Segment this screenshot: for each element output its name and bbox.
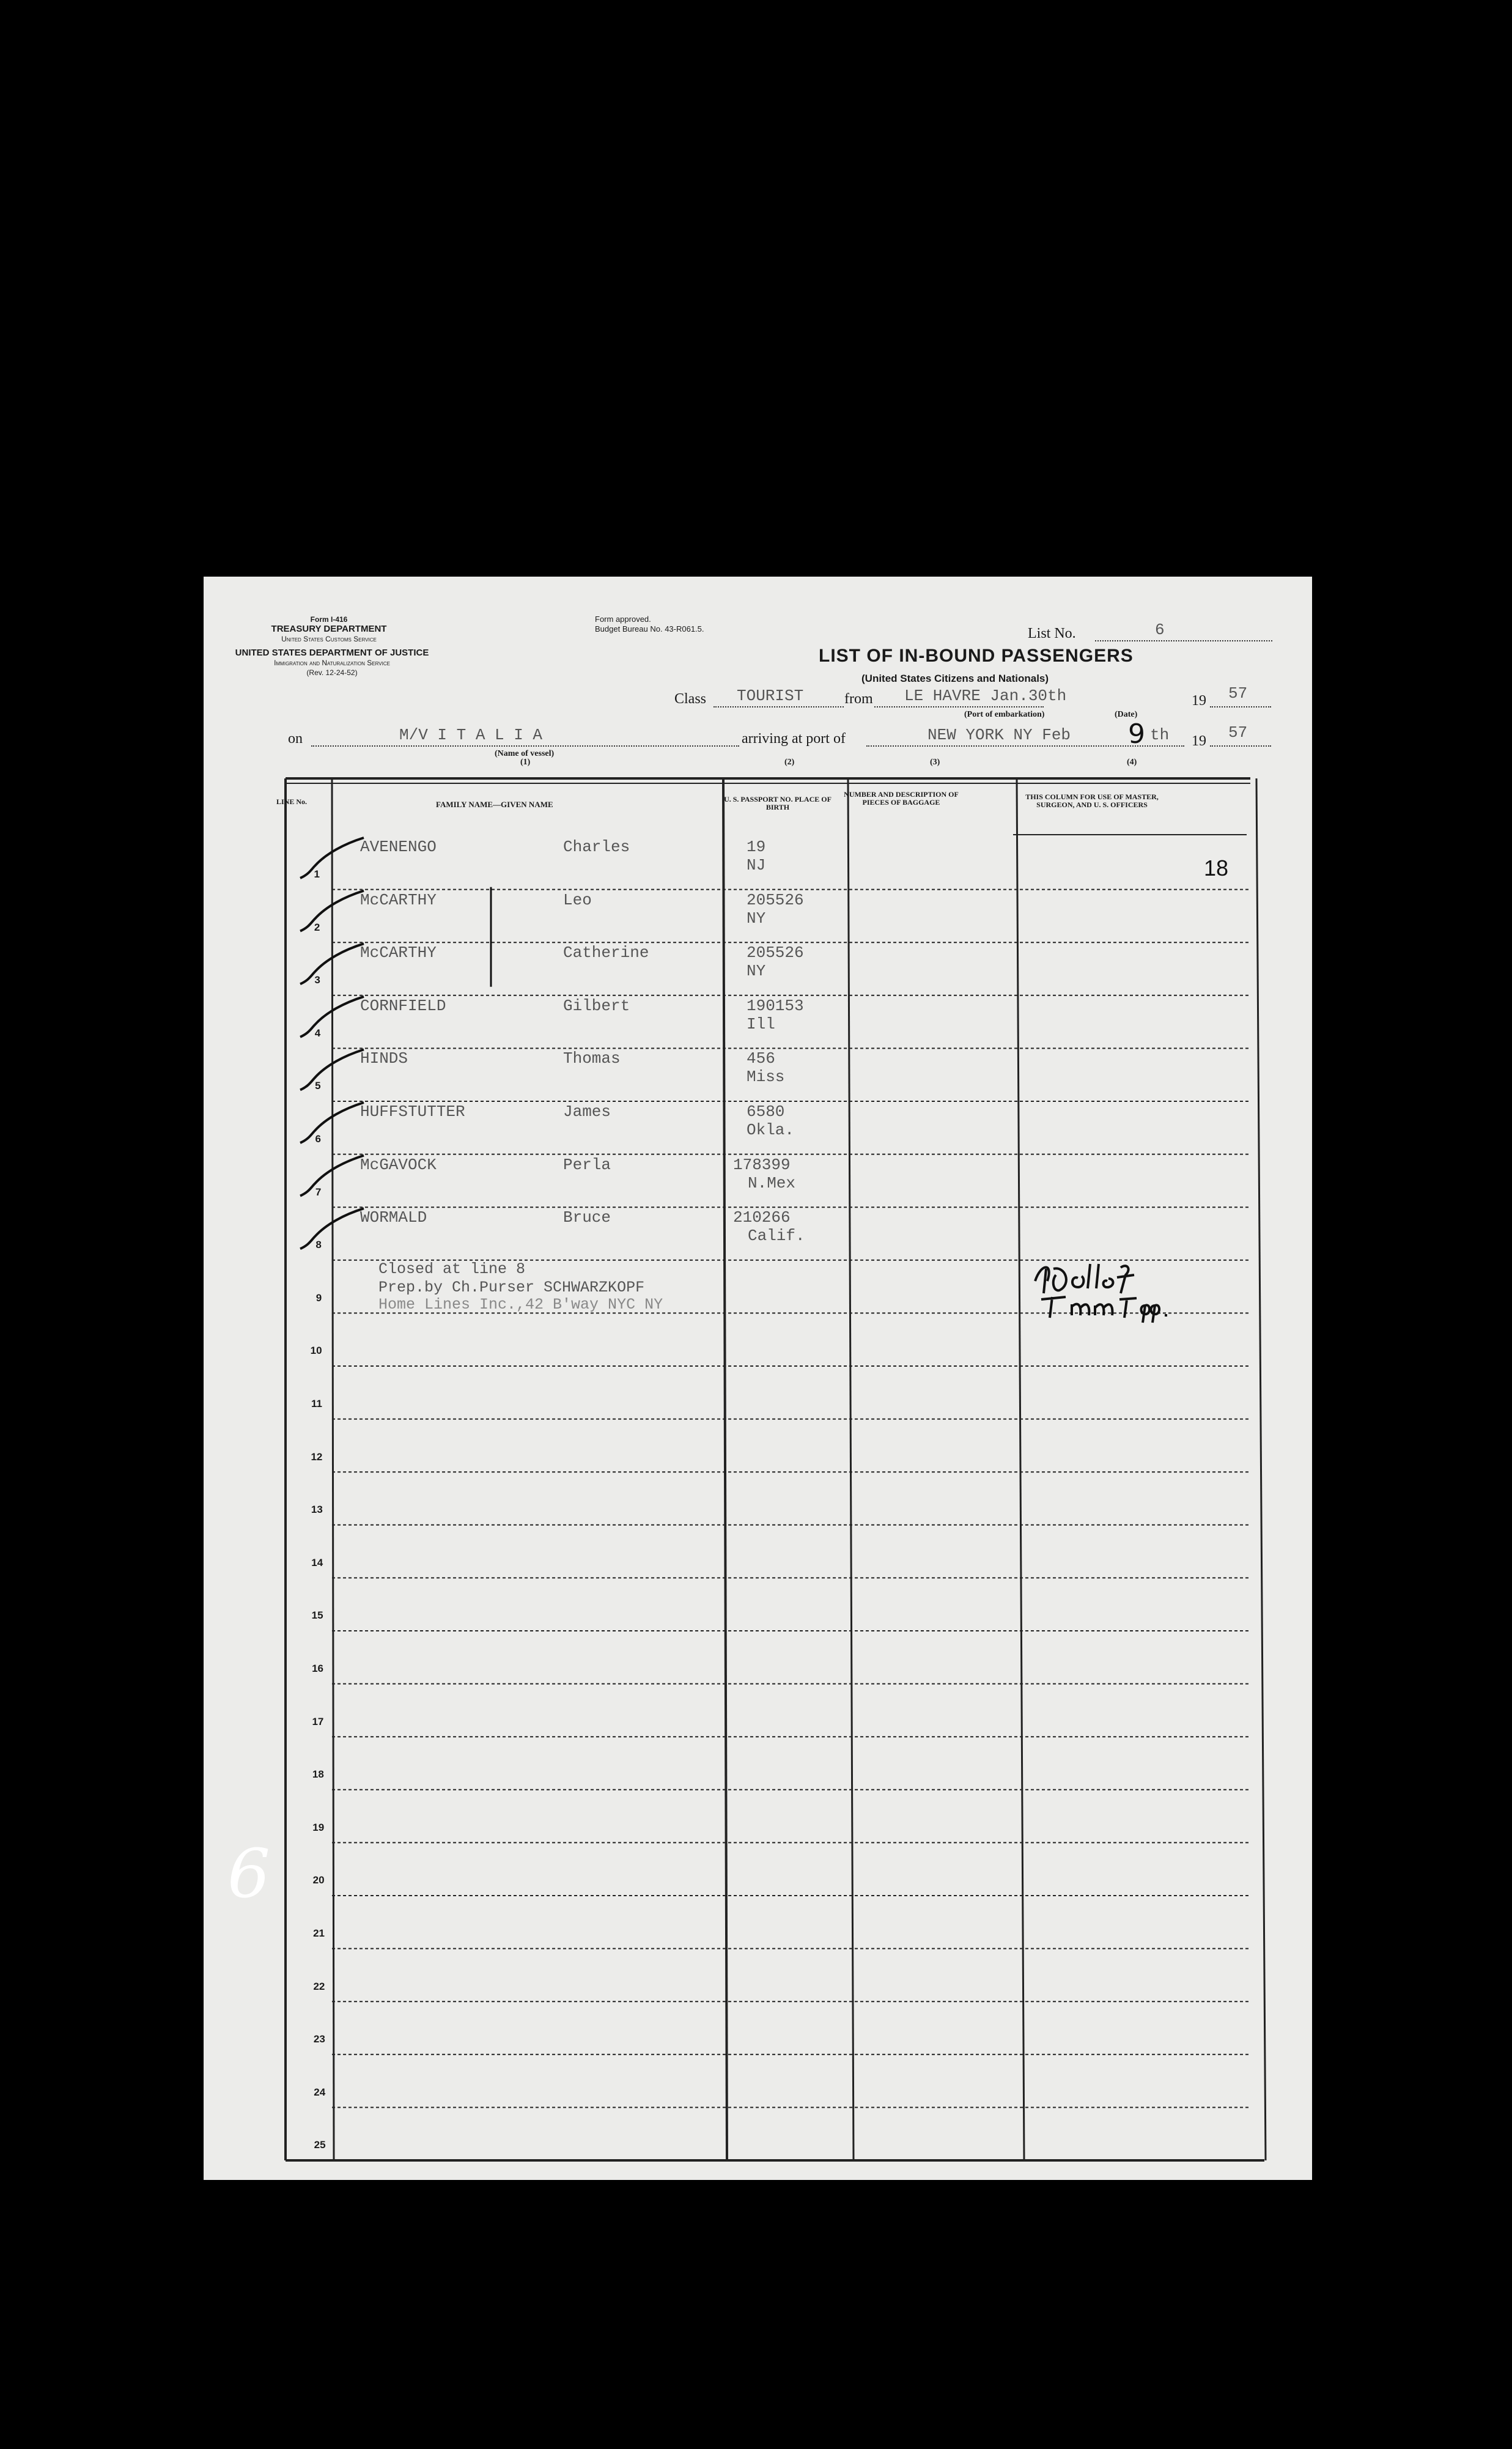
closing-line-3: Home Lines Inc.,42 B'way NYC NY [378,1296,663,1313]
approved-label: Form approved. [595,615,651,624]
place-of-birth: N.Mex [748,1173,796,1192]
treasury-label: TREASURY DEPARTMENT [271,624,387,634]
officer-note: 18 [1204,855,1229,881]
vessel-caption: (Name of vessel) [495,749,555,758]
place-of-birth: NY [747,962,766,981]
passenger-family-name: HINDS [360,1049,408,1068]
line-number: 3 [314,974,320,986]
place-of-birth: Calif. [748,1227,805,1246]
list-no-value: 6 [1155,621,1165,639]
line-number: 15 [311,1609,323,1622]
ins-label: Immigration and Naturalization Service [274,659,390,667]
place-of-birth: NJ [747,856,766,874]
customs-label: United States Customs Service [281,635,377,643]
caption-4: (4) [1127,758,1137,767]
line-number: 14 [311,1556,323,1568]
passenger-family-name: McCARTHY [360,944,437,962]
passenger-given-name: James [563,1103,611,1121]
inspector-signature [1029,1257,1249,1327]
budget-label: Budget Bureau No. 43-R061.5. [595,624,704,633]
justice-label: UNITED STATES DEPARTMENT OF JUSTICE [235,648,429,658]
passport-number: 210266 [733,1208,791,1227]
passenger-given-name: Gilbert [563,996,630,1015]
passenger-family-name: AVENENGO [360,838,437,856]
passport-number: 178399 [733,1155,791,1174]
class-value: TOURIST [737,687,804,705]
place-of-birth: Ill [747,1014,775,1033]
line-number: 19 [312,1821,325,1833]
from-value: LE HAVRE Jan.30th [904,687,1067,705]
table-grid [286,778,1266,2160]
passenger-given-name: Thomas [563,1049,621,1068]
header-name: FAMILY NAME—GIVEN NAME [436,800,553,809]
line-number: 20 [312,1874,325,1886]
passport-number: 190153 [747,996,804,1015]
passenger-given-name: Leo [563,890,592,909]
col-baggage-divider [1017,778,1024,2160]
year-value-1: 57 [1228,684,1248,703]
passenger-family-name: McCARTHY [360,890,437,909]
year-value-2: 57 [1228,723,1248,742]
manifest-table [204,577,1312,2180]
margin-note: 6 [227,1834,270,1913]
caption-3: (3) [930,758,940,767]
from-label: from [844,691,873,707]
line-number: 13 [311,1504,323,1516]
page-subtitle: (United States Citizens and Nationals) [861,673,1049,684]
arrival-value: NEW YORK NY Feb [927,726,1071,744]
arrival-day: 9 [1128,718,1145,750]
passenger-family-name: HUFFSTUTTER [360,1103,465,1121]
line-number: 10 [310,1345,322,1357]
on-label: on [288,731,303,747]
line-number: 21 [313,1927,325,1939]
passport-number: 205526 [747,944,804,962]
place-of-birth: NY [747,909,766,928]
signature-drawing [1029,1257,1249,1324]
passport-number: 6580 [747,1103,785,1121]
line-number: 23 [313,2033,325,2045]
header-passport: U. S. PASSPORT NO. PLACE OF BIRTH [724,795,832,811]
closing-line-2: Prep.by Ch.Purser SCHWARZKOPF [378,1279,645,1296]
year-prefix-2: 19 [1192,733,1206,749]
header-baggage: NUMBER AND DESCRIPTION OF PIECES OF BAGGAGE [844,790,959,807]
passenger-given-name: Perla [563,1155,611,1174]
line-number: 11 [311,1398,322,1409]
passenger-given-name: Bruce [563,1208,611,1227]
line-number: 25 [314,2139,326,2151]
page-title: LIST OF IN-BOUND PASSENGERS [819,646,1134,666]
passenger-given-name: Charles [563,838,630,856]
vessel-value: M/V I T A L I A [399,726,543,744]
passenger-family-name: McGAVOCK [360,1155,437,1174]
arriving-label: arriving at port of [742,731,846,747]
line-number: 8 [315,1239,322,1251]
year-prefix-1: 19 [1192,693,1206,709]
line-number: 18 [312,1768,324,1781]
line-number: 2 [314,921,320,933]
line-number: 16 [312,1663,323,1674]
col-passport-divider [848,778,854,2160]
line-number: 1 [314,868,320,880]
line-number: 22 [313,1980,325,1992]
place-of-birth: Miss [747,1068,785,1087]
line-number: 12 [311,1450,323,1463]
line-number: 7 [315,1186,322,1198]
header-line-no: LINE No. [276,797,307,806]
passport-number: 456 [747,1049,775,1068]
rev-label: (Rev. 12-24-52) [306,668,358,677]
closing-line-1: Closed at line 8 [378,1260,526,1278]
col-right [1256,778,1266,2160]
caption-1: (1) [520,758,531,767]
passenger-given-name: Catherine [563,944,649,962]
passport-number: 19 [747,838,766,856]
line-number: 17 [312,1715,324,1727]
arrival-suffix: th [1150,726,1170,744]
class-label: Class [674,691,707,707]
date-caption-1: (Date) [1115,710,1138,719]
line-number: 24 [314,2086,326,2098]
list-no-label: List No. [1028,626,1076,641]
col-name-divider [723,778,727,2160]
port-embark-caption: (Port of embarkation) [964,710,1045,719]
manifest-page [204,577,1312,2180]
passenger-family-name: CORNFIELD [360,996,446,1015]
passenger-family-name: WORMALD [360,1208,427,1227]
caption-2: (2) [784,758,795,767]
form-number: Form I-416 [310,615,348,624]
header-officers: THIS COLUMN FOR USE OF MASTER, SURGEON, AND U. S. OFFICERS [1025,792,1159,809]
line-number: 6 [315,1133,321,1145]
col-line-no [332,778,334,2160]
line-number: 4 [314,1027,321,1039]
line-number: 5 [315,1080,321,1092]
place-of-birth: Okla. [747,1121,795,1139]
passport-number: 205526 [747,890,804,909]
line-number: 9 [315,1291,322,1304]
